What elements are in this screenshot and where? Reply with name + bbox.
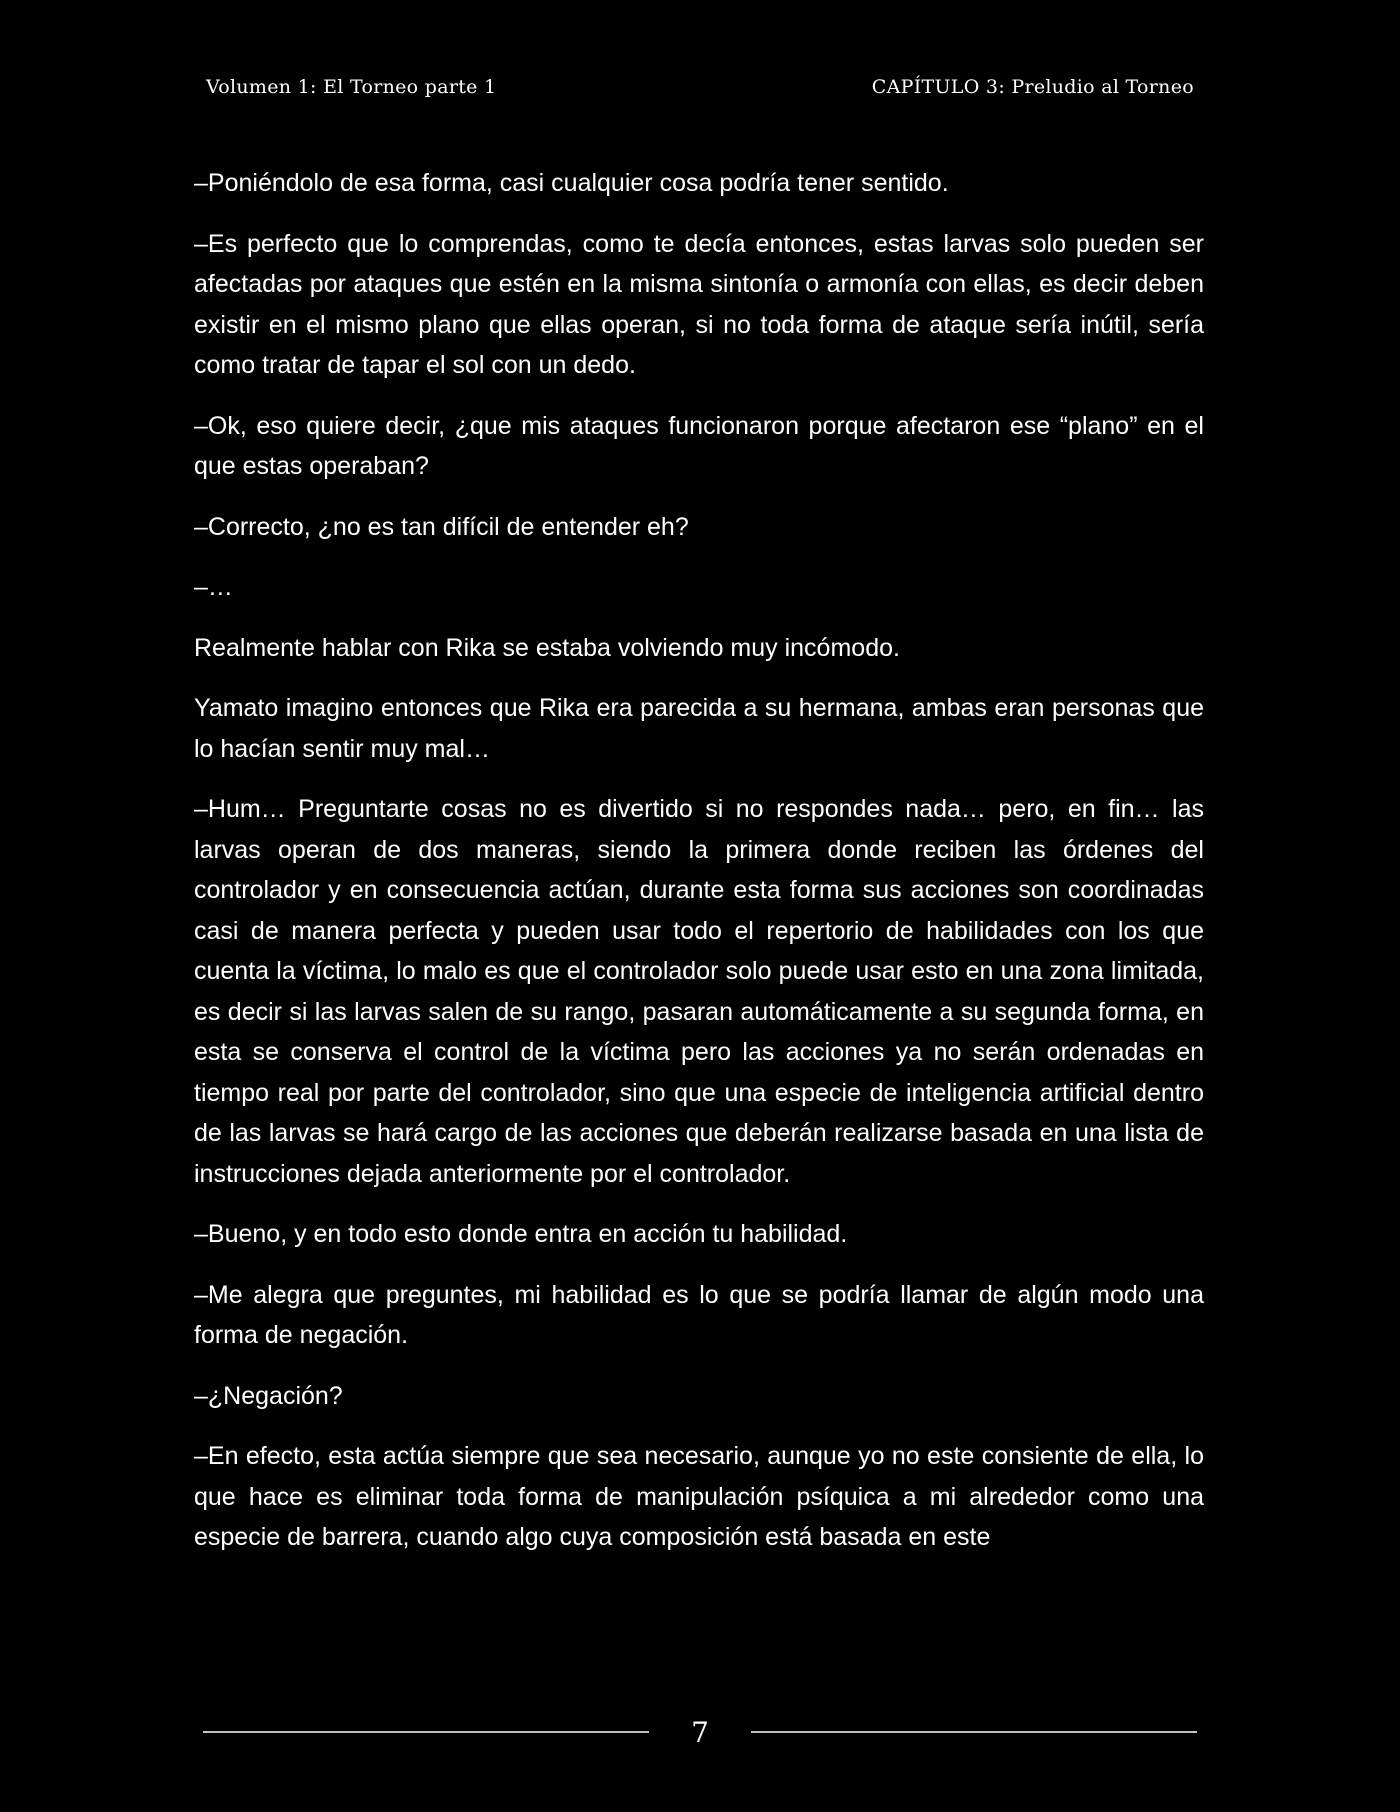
header-volume-title: Volumen 1: El Torneo parte 1 <box>206 76 497 98</box>
paragraph: –¿Negación? <box>194 1381 343 1410</box>
paragraph: Realmente hablar con Rika se estaba volviendo muy incómodo. <box>194 633 900 662</box>
paragraph: –Ok, eso quiere decir, ¿que mis ataques funcionaron porque afectaron ese “plano” en el que estas operaban? <box>194 411 1204 480</box>
page-number: 7 <box>691 1715 709 1749</box>
header-chapter-title: CAPÍTULO 3: Preludio al Torneo <box>871 76 1194 98</box>
paragraph: –Bueno, y en todo esto donde entra en acción tu habilidad. <box>194 1220 848 1248</box>
paragraph: –… <box>194 573 233 601</box>
paragraph: –Poniéndolo de esa forma, casi cualquier cosa podría tener sentido. <box>194 169 949 197</box>
footer-rule-left <box>203 1731 649 1733</box>
page-footer <box>203 1708 1197 1756</box>
paragraph: –Es perfecto que lo comprendas, como te decía entonces, estas larvas solo pueden ser afectadas por ataques que estén en la misma sintonía o armonía con ellas, es decir deben existir en el mismo plano que ellas operan, si no toda forma de ataque sería inútil, sería como tratar de tapar el sol con un dedo. <box>194 229 1204 379</box>
paragraph: –Hum… Preguntarte cosas no es divertido si no respondes nada… pero, en fin… las larvas operan de dos maneras, siendo la primera donde reciben las órdenes del controlador y en consecuencia actúan, durante esta forma sus acciones son coordinadas casi de manera perfecta y pueden usar todo el repertorio de habilidades con los que cuenta la víctima, lo malo es que el controlador solo puede usar esto en una zona limitada, es decir si las larvas salen de su rango, pasaran automáticamente a su segunda forma, en esta se conserva el control de la víctima pero las acciones ya no serán ordenadas en tiempo real por parte del controlador, sino que una especie de inteligencia artificial dentro de las larvas se hará cargo de las acciones que deberán realizarse basada en una lista de instrucciones dejada anteriormente por el controlador. <box>194 795 1204 1188</box>
paragraph: –Me alegra que preguntes, mi habilidad es lo que se podría llamar de algún modo una forma de negación. <box>194 1280 1204 1349</box>
body-text <box>194 163 1204 1578</box>
paragraph: –En efecto, esta actúa siempre que sea necesario, aunque yo no este consiente de ella, lo que hace es eliminar toda forma de manipulación psíquica a mi alrededor como una especie de barrera, cuando algo cuya composición está basada en este <box>194 1442 1204 1551</box>
running-header <box>206 76 1194 98</box>
footer-rule-right <box>751 1731 1197 1733</box>
paragraph: –Correcto, ¿no es tan difícil de entender eh? <box>194 512 689 541</box>
paragraph: Yamato imagino entonces que Rika era parecida a su hermana, ambas eran personas que lo hacían sentir muy mal… <box>194 694 1204 763</box>
